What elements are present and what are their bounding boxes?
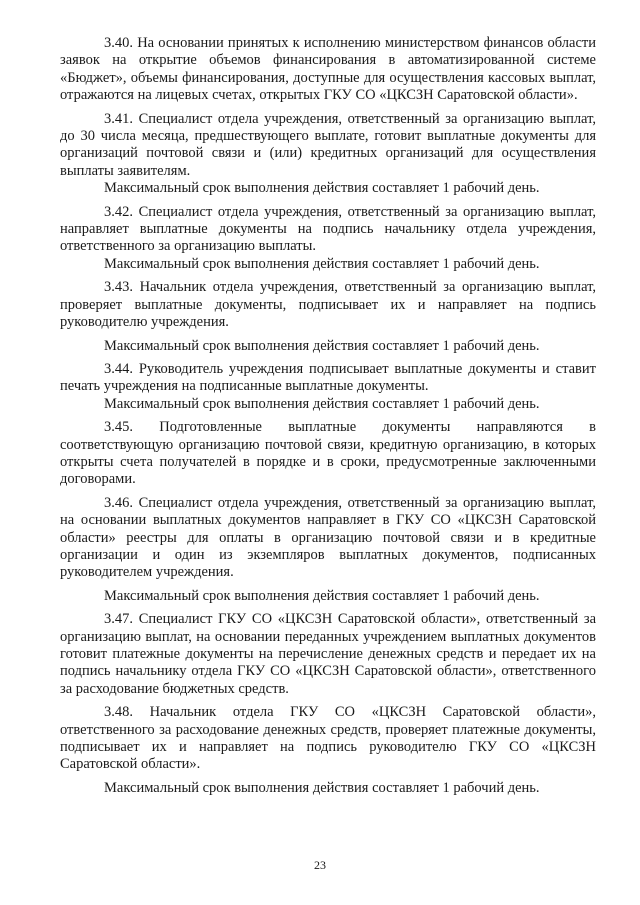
paragraph-3-41: 3.41. Специалист отдела учреждения, ответственный за организацию выплат, до 30 числа месяца, предшествующего выплате, готовит выплатные документы для организаций почтовой связи и (или) кредитных организаций для осуществления выплаты заявителям. (60, 110, 596, 179)
deadline-note: Максимальный срок выполнения действия составляет 1 рабочий день. (104, 395, 540, 412)
paragraph-3-40: 3.40. На основании принятых к исполнению министерством финансов области заявок на открытие объемов финансирования в автоматизированной системе «Бюджет», объемы финансирования, доступные для осуществления кассовых выплат, отражаются на лицевых счетах, открытых ГКУ СО «ЦКСЗН Саратовской области». (60, 35, 596, 104)
deadline-note: Максимальный срок выполнения действия составляет 1 рабочий день. (104, 180, 540, 197)
deadline-note: Максимальный срок выполнения действия составляет 1 рабочий день. (104, 779, 540, 796)
paragraph-3-47: 3.47. Специалист ГКУ СО «ЦКСЗН Саратовской области», ответственный за организацию выплат, на основании переданных учреждением выплатных документов готовит платежные документы на перечисление денежных средств и передает их на подпись начальнику отдела ГКУ СО «ЦКСЗН Саратовской области», ответственного за расходование бюджетных средств. (60, 611, 596, 697)
deadline-note: Максимальный срок выполнения действия составляет 1 рабочий день. (104, 587, 540, 604)
paragraph-3-42: 3.42. Специалист отдела учреждения, ответственный за организацию выплат, направляет выплатные документы на подпись начальнику отдела учреждения, ответственного за организацию выплаты. (60, 203, 596, 255)
deadline-note: Максимальный срок выполнения действия составляет 1 рабочий день. (104, 337, 540, 354)
paragraph-3-48: 3.48. Начальник отдела ГКУ СО «ЦКСЗН Саратовской области», ответственного за расходование денежных средств, проверяет платежные документы, подписывает их и направляет на подпись руководителю ГКУ СО «ЦКСЗН Саратовской области». (60, 704, 596, 773)
paragraph-3-46: 3.46. Специалист отдела учреждения, ответственный за организацию выплат, на основании выплатных документов направляет в ГКУ СО «ЦКСЗН Саратовской области» реестры для оплаты в организацию почтовой связи и в кредитные организации и один из экземпляров выплатных документов, подписанных руководителем учреждения. (60, 494, 596, 581)
paragraph-3-44: 3.44. Руководитель учреждения подписывает выплатные документы и ставит печать учреждения на подписанные выплатные документы. (60, 360, 596, 395)
document-page (60, 35, 596, 797)
paragraph-3-43: 3.43. Начальник отдела учреждения, ответственный за организацию выплат, проверяет выплатные документы, подписывает их и направляет на подпись руководителю учреждения. (60, 279, 596, 331)
page-number: 23 (314, 858, 326, 872)
paragraph-3-45: 3.45. Подготовленные выплатные документы направляются в соответствующую организацию почтовой связи, кредитную организацию, в которых открыты счета получателей в порядке и в сроки, предусмотренные заключенными договорами. (60, 419, 596, 488)
deadline-note: Максимальный срок выполнения действия составляет 1 рабочий день. (104, 255, 540, 272)
